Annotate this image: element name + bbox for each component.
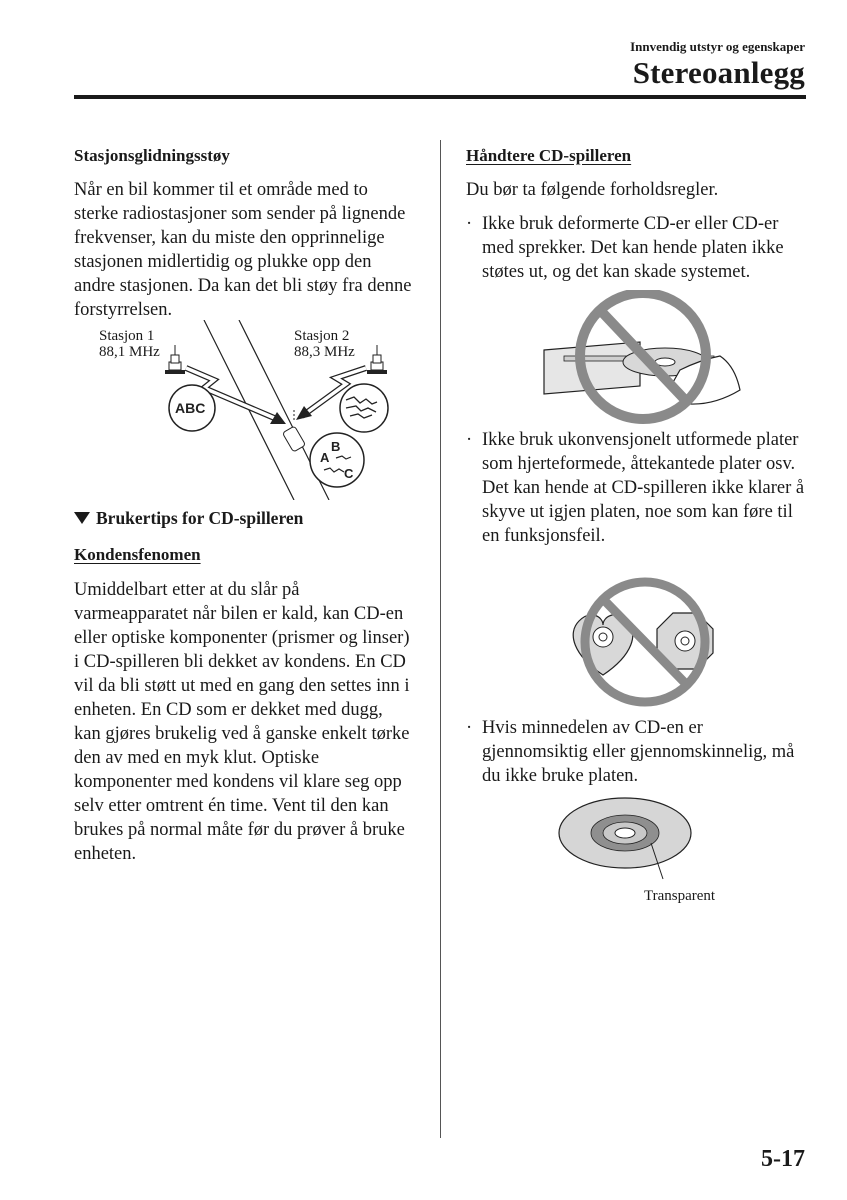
station1-frequency: 88,1 MHz: [99, 344, 160, 360]
transparent-label: Transparent: [644, 888, 716, 904]
station2-frequency: 88,3 MHz: [294, 344, 355, 360]
bullet-mark: ·: [466, 718, 473, 738]
section-heading: [74, 506, 414, 530]
transparent-cd-figure: [555, 795, 695, 885]
noise-sound-bubble: [340, 384, 388, 432]
antenna1-icon: [165, 345, 185, 374]
bullet-item-1: [466, 212, 811, 284]
transparent-cd-graphic: [555, 795, 695, 885]
paragraph-intro: Du bør ta følgende forholdsregler.: [466, 180, 719, 200]
paragraph-station-drift: Når en bil kommer til et område med to sterke radiostasjoner som sender på lignende frekvenser, kan du miste den opprinnelige stasjonen midlertidig og plukke opp den andre stasjonen. Da kan det bli støy fra denne forstyrrelsen.: [74, 180, 412, 320]
bullet-text-3: Hvis minnedelen av CD-en er gjennomsiktig eller gjennomskinnelig, må du ikke bruke platen.: [482, 718, 795, 786]
page-number: 5-17: [761, 1146, 805, 1172]
chapter-subtitle: Innvendig utstyr og egenskaper: [630, 39, 805, 54]
subhead-station-drift: Stasjonsglidningsstøy: [74, 146, 230, 165]
radio-station-figure: [74, 320, 414, 500]
right-column: [466, 142, 811, 284]
mixed-bubble-b: B: [331, 439, 341, 454]
subhead-condensation: Kondensfenomen: [74, 545, 201, 564]
bullet-mark: ·: [466, 430, 473, 450]
no-deformed-cd-graphic: [540, 290, 750, 430]
bullet-item-2: [466, 428, 811, 548]
station1-name: Stasjon 1: [99, 328, 155, 344]
column-divider: [440, 140, 441, 1138]
station1-label: [99, 328, 160, 360]
station2-name: Stasjon 2: [294, 328, 350, 344]
mixed-bubble-c: C: [344, 466, 354, 481]
bullet-text-2: Ikke bruk ukonvensjonelt utformede plater som hjerteformede, åttekantede plater osv. Det kan hende at CD-spilleren ikke klarer å skyve ut igjen platen, noe som kan føre til en funksjonsfeil.: [482, 430, 805, 546]
no-shaped-cd-figure: [565, 575, 725, 710]
subhead-handling: Håndtere CD-spilleren: [466, 146, 632, 165]
mixed-sound-bubble: [310, 433, 364, 487]
station2-label: [294, 328, 355, 360]
no-shaped-cd-graphic: [565, 575, 725, 710]
left-column-lower: [74, 506, 414, 866]
no-deformed-cd-figure: [540, 290, 750, 430]
right-column-bullet-3: [466, 716, 811, 788]
mixed-bubble-a: A: [320, 450, 330, 465]
page-title: Stereoanlegg: [632, 55, 805, 90]
bullet-mark: ·: [466, 214, 473, 234]
antenna2-icon: [367, 345, 387, 374]
bullet-item-3: [466, 716, 811, 788]
bullet-text-1: Ikke bruk deformerte CD-er eller CD-er med sprekker. Det kan hende platen ikke støtes ut, og det kan skade systemet.: [482, 214, 784, 282]
section-heading-text: Brukertips for CD-spilleren: [96, 508, 304, 528]
triangle-down-icon: [74, 512, 90, 524]
abc-bubble-text: ABC: [175, 400, 206, 416]
right-column-bullet-2: [466, 428, 811, 548]
left-column: [74, 142, 414, 322]
paragraph-condensation: Umiddelbart etter at du slår på varmeapparatet når bilen er kald, kan CD-en eller optiske komponenter (prismer og linser) i CD-spilleren bli dekket av kondens. En CD vil da bli støtt ut med en gang den settes inn i enheten. En CD som er dekket med dugg, kan gjøres brukelig ved å ganske enkelt tørke den av med en myk klut. Optiske komponenter med kondens vil klare seg opp selv etter omtrent én time. Vent til den kan brukes på normal måte før du prøver å bruke enheten.: [74, 580, 410, 864]
abc-sound-bubble: [169, 385, 215, 431]
header-rule: [74, 95, 806, 99]
